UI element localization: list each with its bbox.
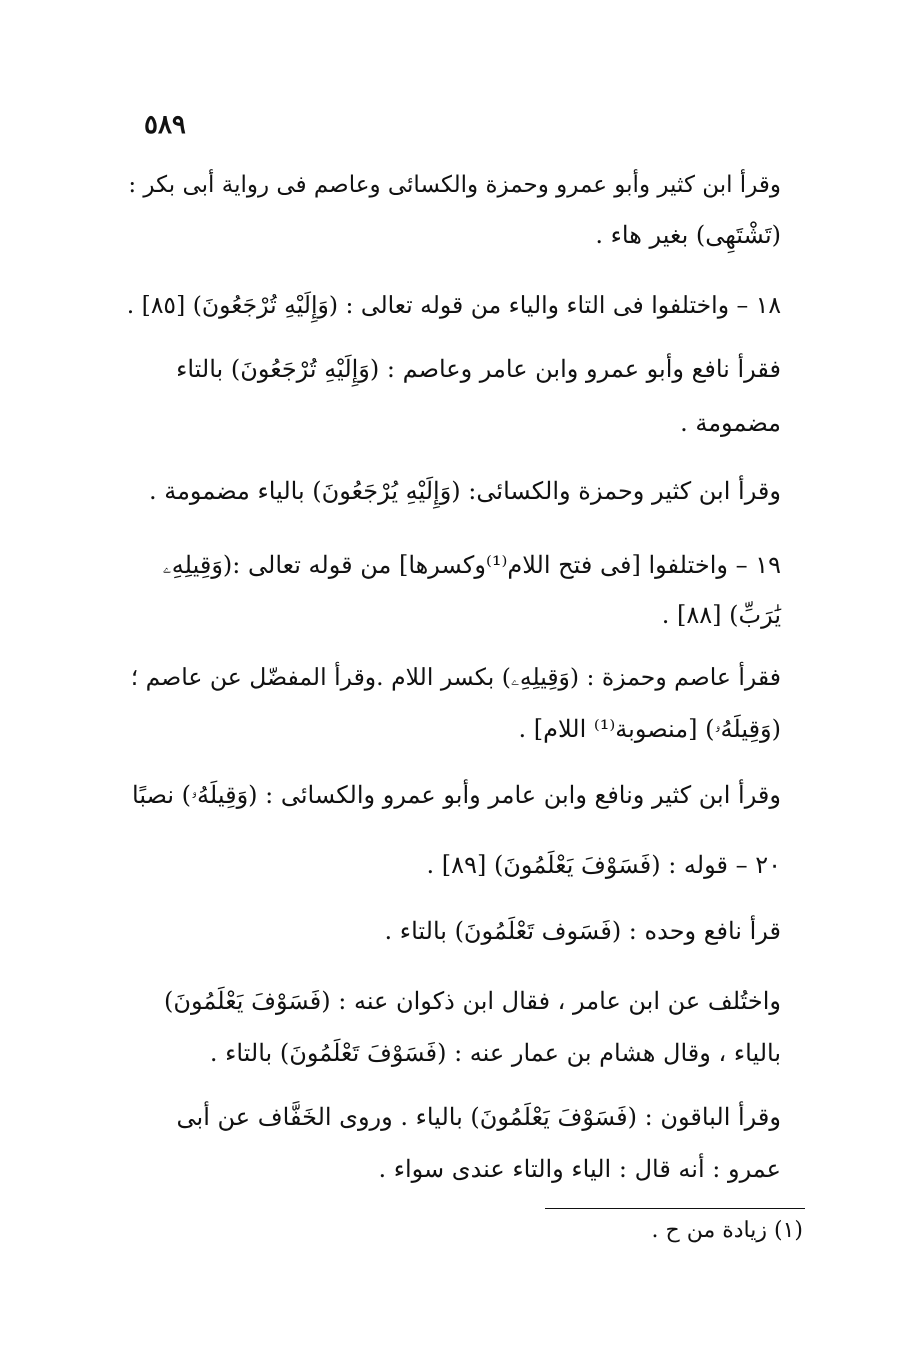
- text-line: وقرأ ابن كثير وأبو عمرو وحمزة والكسائى وعاصم فى رواية أبى بكر :: [128, 172, 781, 198]
- text-line: ١٩ – واختلفوا [فى فتح اللام⁽¹⁾وكسرها] من قوله تعالى :(وَقِيلِهِۦ: [162, 551, 781, 579]
- text-line: قرأ نافع وحده : (فَسَوف تَعْلَمُونَ) بالتاء .: [384, 917, 781, 945]
- text-line: مضمومة .: [680, 409, 781, 437]
- text-line: ١٨ – واختلفوا فى التاء والياء من قوله تعالى : (وَإِلَيْهِ تُرْجَعُونَ) [٨٥] .: [126, 291, 781, 319]
- text-line: فقرأ نافع وأبو عمرو وابن عامر وعاصم : (وَإِلَيْهِ تُرْجَعُونَ) بالتاء: [176, 355, 781, 383]
- text-line: بالياء ، وقال هشام بن عمار عنه : (فَسَوْفَ تَعْلَمُونَ) بالتاء .: [209, 1039, 781, 1067]
- text-line: يَٰرَبِّ) [٨٨] .: [661, 601, 781, 629]
- text-line: ٢٠ – قوله : (فَسَوْفَ يَعْلَمُونَ) [٨٩] .: [426, 851, 781, 879]
- text-line: واختُلف عن ابن عامر ، فقال ابن ذكوان عنه : (فَسَوْفَ يَعْلَمُونَ): [163, 987, 781, 1015]
- text-line: وقرأ الباقون : (فَسَوْفَ يَعْلَمُونَ) بالياء . وروى الخَفَّاف عن أبى: [176, 1103, 781, 1131]
- text-line: (وَقِيلَهُۥ) [منصوبة⁽¹⁾ اللام] .: [518, 715, 781, 743]
- text-line: عمرو : أنه قال : الياء والتاء عندى سواء .: [378, 1155, 781, 1183]
- text-line: (تَشْتَهِى) بغير هاء .: [595, 221, 781, 249]
- text-line: وقرأ ابن كثير وحمزة والكسائى: (وَإِلَيْهِ يُرْجَعُونَ) بالياء مضمومة .: [148, 477, 781, 505]
- text-line: وقرأ ابن كثير ونافع وابن عامر وأبو عمرو والكسائى : (وَقِيلَهُۥ) نصبًا: [132, 781, 781, 809]
- page-number: ٥٨٩: [144, 110, 186, 140]
- footnote: (١) زيادة من ح .: [651, 1218, 803, 1243]
- text-line: فقرأ عاصم وحمزة : (وَقِيلِهِۦ) بكسر اللام .وقرأ المفضّل عن عاصم ؛: [130, 663, 781, 691]
- footnote-divider: [545, 1208, 805, 1209]
